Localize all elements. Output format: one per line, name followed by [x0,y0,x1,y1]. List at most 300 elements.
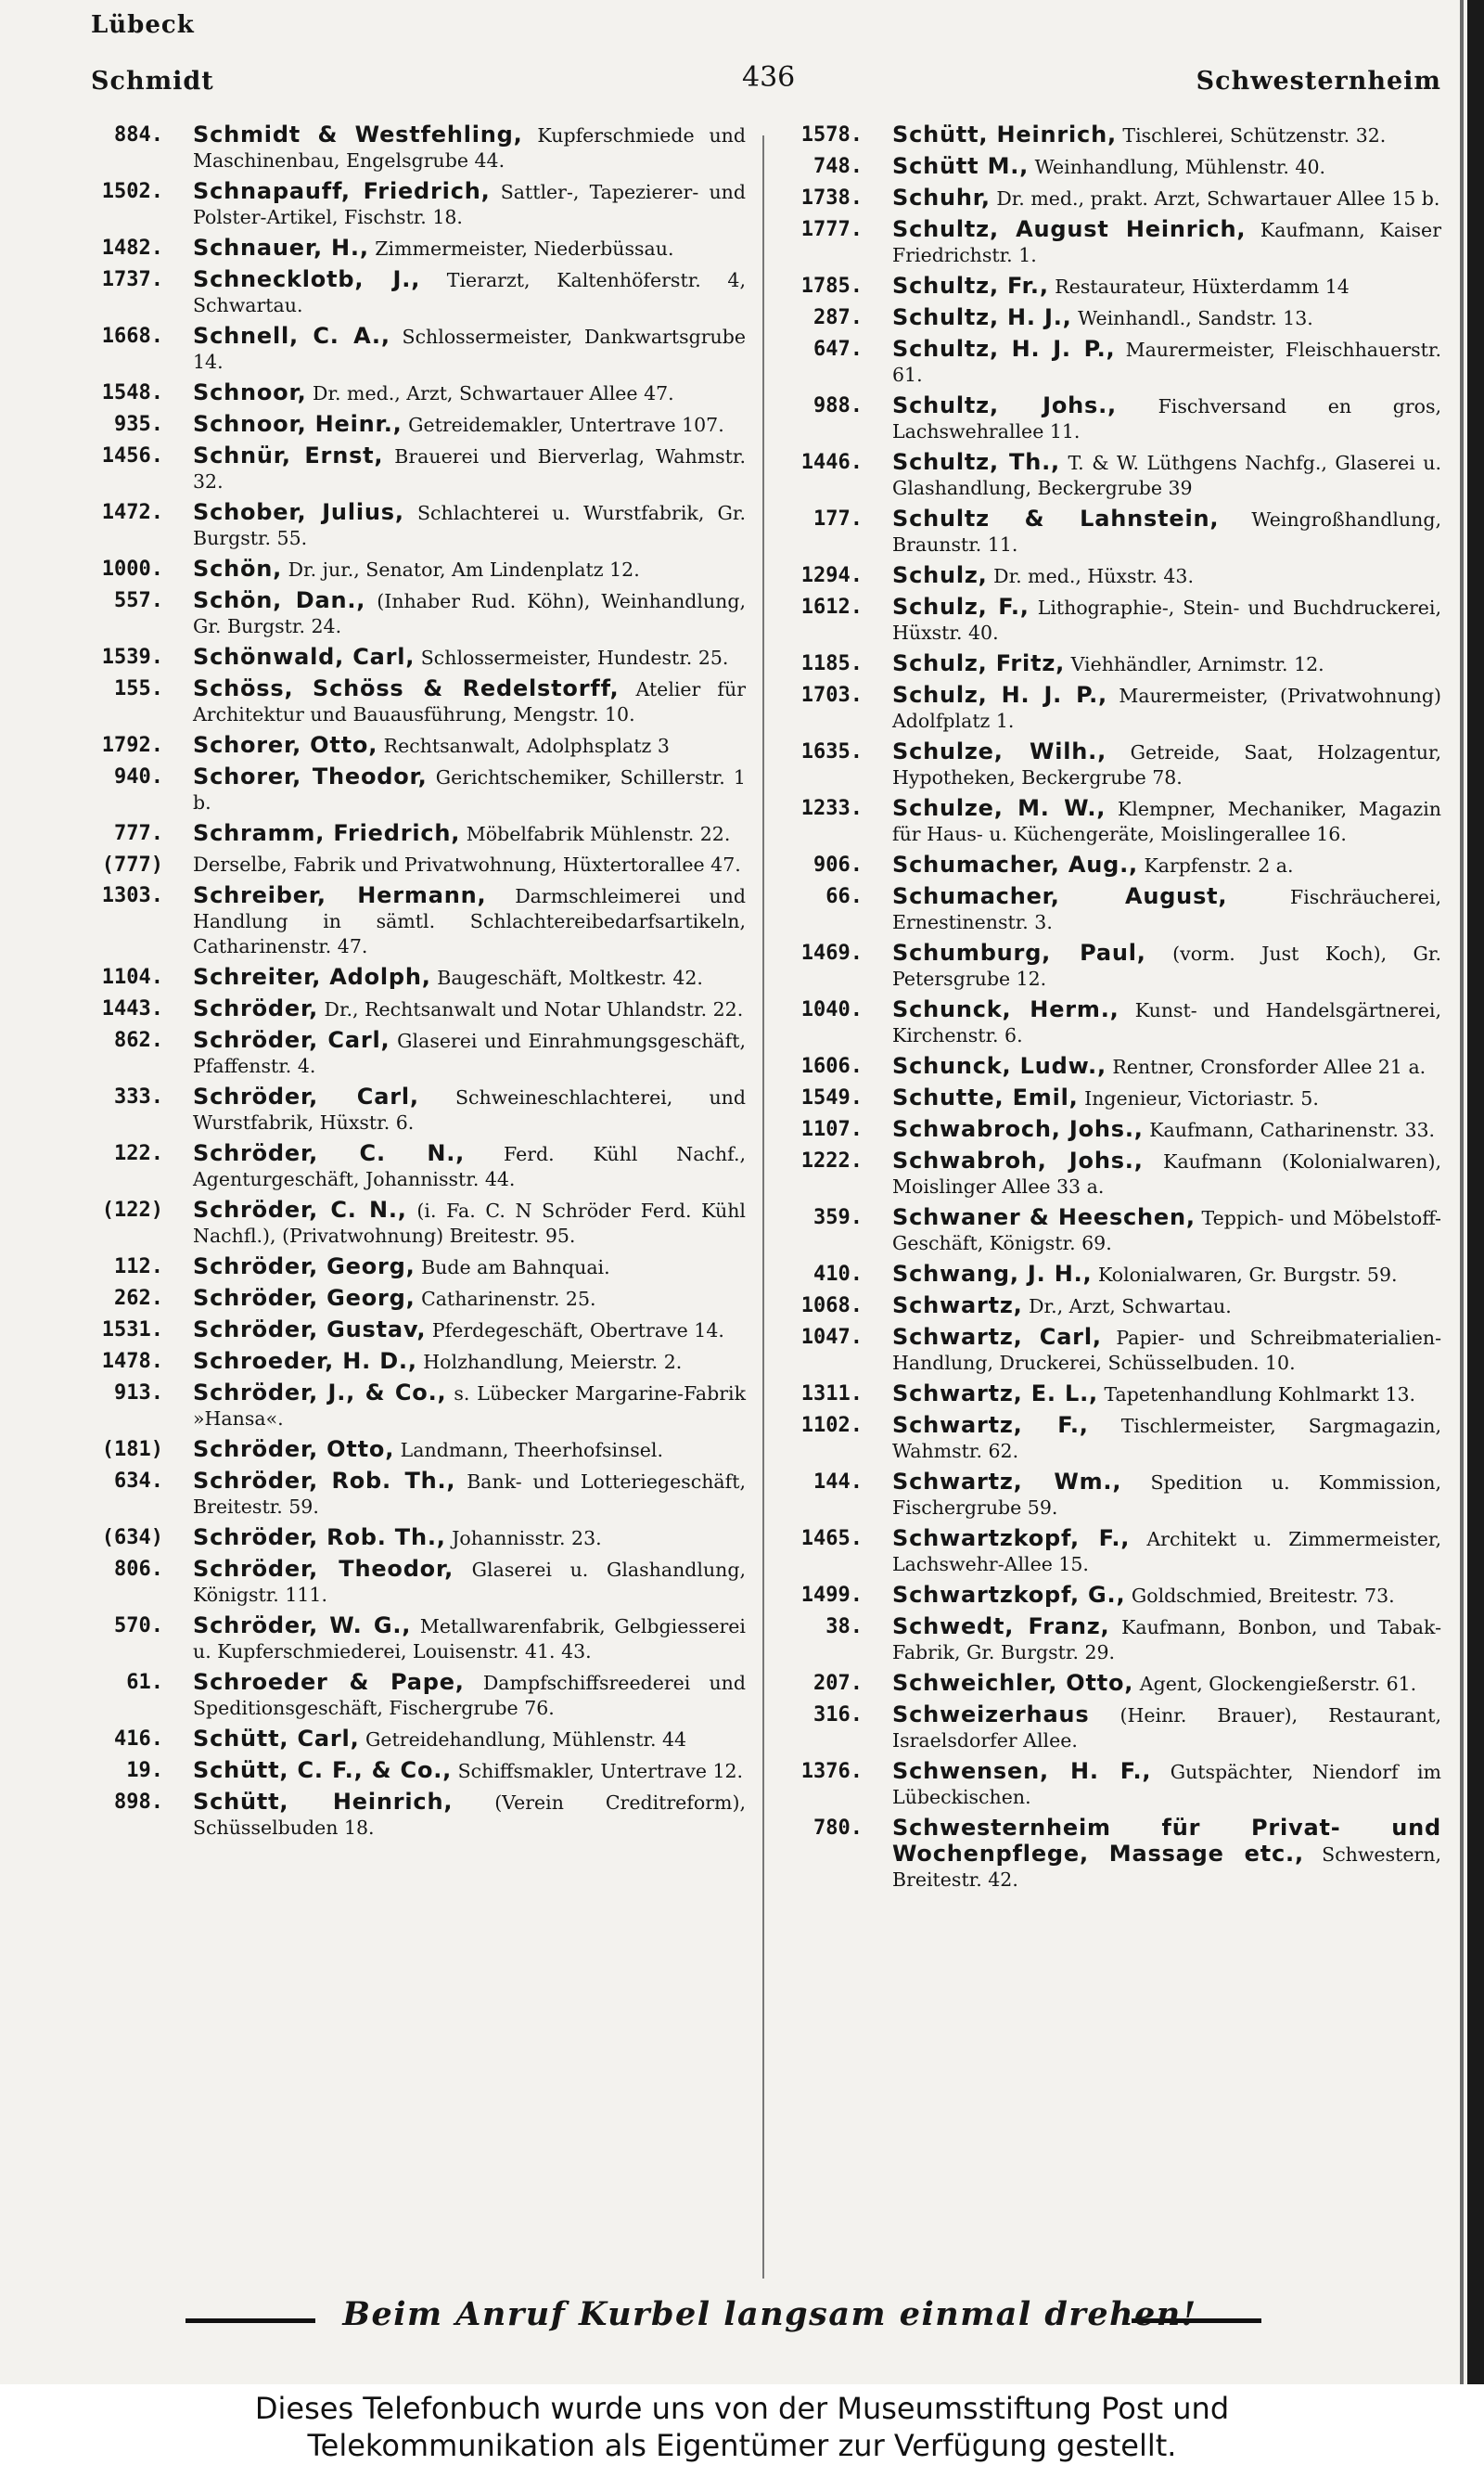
phone-number: 333. [114,1085,163,1109]
subscriber-details: (vorm. Just Koch), Gr. Petersgrube 12. [892,943,1441,990]
subscriber-name: Schober, Julius, [193,499,404,525]
directory-entry [790,595,1441,646]
phone-number: 316. [813,1703,863,1727]
phone-number: 1222. [800,1149,863,1173]
subscriber-name: Schwaner & Heeschen, [892,1204,1196,1230]
subscriber-details: Brauerei und Bierverlag, Wahmstr. 32. [193,445,746,493]
phone-number: 1469. [800,942,863,965]
directory-entry [790,683,1441,734]
subscriber-details: Weinhandlung, Mühlenstr. 40. [1034,156,1326,178]
directory-entry [91,676,746,727]
subscriber-name: Schwartzkopf, F., [892,1525,1131,1551]
subscriber-details: Viehhändler, Arnimstr. 12. [1070,653,1324,675]
phone-number: 884. [114,123,163,147]
subscriber-details: Glaserei u. Glashandlung, Königstr. 111. [193,1559,746,1606]
phone-number: 1606. [800,1055,863,1078]
subscriber-name: Schwartzkopf, G., [892,1582,1126,1608]
directory-entry [790,563,1441,589]
directory-entry [91,443,746,494]
directory-entry [790,305,1441,331]
subscriber-name: Schultz, Th., [892,449,1060,475]
subscriber-details: Getreide, Saat, Holzagentur, Hypotheken, Beckergrube 78. [892,741,1441,789]
phone-number: 780. [813,1817,863,1840]
subscriber-details: Landmann, Theerhofsinsel. [400,1439,663,1461]
phone-number: 777. [114,822,163,845]
directory-entry [91,324,746,375]
subscriber-name: Schröder, C. N., [193,1197,407,1223]
phone-number: 1233. [800,797,863,820]
phone-number: 38. [825,1615,863,1638]
directory-entry [91,1380,746,1431]
phone-number: 913. [114,1381,163,1405]
directory-entry [91,853,746,878]
ownership-notice [0,2384,1484,2465]
phone-number: 1000. [101,558,163,581]
subscriber-name: Schütt, Heinrich, [193,1789,454,1815]
subscriber-name: Schnell, C. A., [193,323,390,349]
subscriber-details: (Inhaber Rud. Köhn), Weinhandlung, Gr. Burgstr. 24. [193,590,746,637]
directory-entry [91,1557,746,1608]
left-column [91,122,746,1846]
phone-number: 177. [813,507,863,531]
subscriber-details: (Heinr. Brauer), Restaurant, Israelsdorfer Allee. [892,1704,1441,1752]
directory-entry [790,853,1441,879]
subscriber-name: Schulz, [892,562,988,588]
subscriber-details: Schlossermeister, Hundestr. 25. [420,647,729,669]
subscriber-details: Teppich- und Möbelstoff-Geschäft, Königstr. 69. [892,1207,1441,1254]
phone-number: 1612. [800,596,863,619]
right-column [790,122,1441,1898]
directory-entry [91,1469,746,1520]
directory-entry [91,1141,746,1192]
phone-number: (181) [101,1438,163,1461]
phone-number: 1040. [800,998,863,1021]
column-divider [762,135,764,2279]
subscriber-name: Schröder, Carl, [193,1084,419,1110]
subscriber-name: Schweizerhaus [892,1701,1090,1727]
subscriber-details: Getreidehandlung, Mühlenstr. 44 [365,1728,687,1751]
directory-entry [91,1317,746,1343]
subscriber-name: Schnapauff, Friedrich, [193,178,491,204]
phone-number: 1502. [101,180,163,203]
directory-entry [91,1085,746,1136]
subscriber-details: Kaufmann, Catharinenstr. 33. [1149,1119,1436,1141]
subscriber-name: Schöss, Schöss & Redelstorff, [193,675,620,701]
phone-number: 1446. [800,451,863,474]
directory-entry [790,1526,1441,1577]
subscriber-name: Schunck, Herm., [892,996,1119,1022]
subscriber-details: (Verein Creditreform), Schüsselbuden 18. [193,1791,746,1839]
subscriber-name: Schnecklotb, J., [193,266,421,292]
directory-entry [790,186,1441,212]
directory-entry [91,236,746,262]
subscriber-name: Schramm, Friedrich, [193,820,461,846]
directory-entry [91,179,746,230]
directory-entry [790,507,1441,558]
directory-entry [790,941,1441,992]
right-keyword: Schwesternheim [1196,67,1441,96]
phone-number: 862. [114,1029,163,1052]
subscriber-details: Kunst- und Handelsgärtnerei, Kirchenstr. 6. [892,999,1441,1046]
phone-number: 1068. [800,1294,863,1317]
subscriber-name: Schröder, Rob. Th., [193,1468,456,1494]
directory-entry [91,1254,746,1280]
directory-entry [91,1727,746,1752]
subscriber-details: Dr. med., Hüxstr. 43. [993,565,1194,587]
subscriber-details: Schwestern, Breitestr. 42. [892,1843,1441,1891]
directory-entry [91,996,746,1022]
subscriber-details: Tierarzt, Kaltenhöferstr. 4, Schwartau. [193,269,746,316]
subscriber-details: Getreidemakler, Untertrave 107. [408,414,724,436]
subscriber-details: Tischlerei, Schützenstr. 32. [1122,124,1387,147]
directory-entry [790,796,1441,847]
subscriber-name: Schröder, Georg, [193,1285,416,1311]
subscriber-details: Weinhandl., Sandstr. 13. [1078,307,1313,329]
phone-number: 287. [813,306,863,329]
subscriber-details: Dr., Rechtsanwalt und Notar Uhlandstr. 22. [324,998,744,1021]
directory-entry [91,1613,746,1664]
subscriber-name: Schwabroch, Johs., [892,1116,1144,1142]
directory-entry [790,1117,1441,1143]
directory-entry [91,1286,746,1312]
subscriber-name: Schultz, August Heinrich, [892,216,1247,242]
subscriber-name: Schroeder, H. D., [193,1348,417,1374]
directory-entry [790,1816,1441,1893]
subscriber-details: Dampfschiffsreederei und Speditionsgeschäft, Fischergrube 76. [193,1672,746,1719]
phone-number: 1472. [101,501,163,524]
phone-number: 61. [126,1671,163,1694]
subscriber-name: Schnoor, Heinr., [193,411,403,437]
directory-entry [91,1790,746,1841]
subscriber-name: Schutte, Emil, [892,1085,1079,1111]
subscriber-details: Dr. med., prakt. Arzt, Schwartauer Allee 15 b. [996,187,1440,210]
directory-entry [790,1293,1441,1319]
phone-number: 144. [813,1470,863,1494]
phone-number: 262. [114,1287,163,1310]
directory-entry [790,1262,1441,1288]
phone-number: (777) [101,854,163,877]
subscriber-name: Schunck, Ludw., [892,1053,1107,1079]
phone-number: 1465. [800,1527,863,1550]
directory-entry [91,1437,746,1463]
phone-number: (634) [101,1526,163,1549]
subscriber-name: Schröder, C. N., [193,1140,466,1166]
subscriber-details: Tapetenhandlung Kohlmarkt 13. [1104,1383,1416,1406]
directory-entry [91,1198,746,1249]
directory-entry [91,733,746,759]
city-heading: Lübeck [91,11,195,39]
subscriber-name: Schröder, Otto, [193,1436,395,1462]
subscriber-name: Schorer, Theodor, [193,764,428,790]
subscriber-details: Bank- und Lotteriegeschäft, Breitestr. 59. [193,1470,746,1518]
phone-number: 570. [114,1614,163,1637]
phone-number: 557. [114,589,163,612]
subscriber-name: Derselbe, [193,854,288,876]
subscriber-details: Spedition u. Kommission, Fischergrube 59. [892,1471,1441,1519]
subscriber-name: Schwartz, [892,1292,1023,1318]
subscriber-name: Schwang, J. H., [892,1261,1093,1287]
phone-number: 1785. [800,275,863,298]
subscriber-details: Schlachterei u. Wurstfabrik, Gr. Burgstr. 55. [193,502,746,549]
subscriber-details: Papier- und Schreibmaterialien-Handlung, Druckerei, Schüsselbuden. 10. [892,1327,1441,1374]
subscriber-details: Sattler-, Tapezierer- und Polster-Artikel, Fischstr. 18. [193,181,746,228]
subscriber-details: Schlossermeister, Dankwartsgrube 14. [193,326,746,373]
phone-number: 988. [813,394,863,417]
subscriber-details: Holzhandlung, Meierstr. 2. [423,1351,683,1373]
subscriber-name: Schulz, Fritz, [892,650,1066,676]
subscriber-name: Schreiber, Hermann, [193,882,487,908]
phone-number: 906. [813,854,863,877]
subscriber-details: Kaufmann, Kaiser Friedrichstr. 1. [892,219,1441,266]
directory-entry [91,1028,746,1079]
phone-number: 1478. [101,1350,163,1373]
subscriber-details: Agent, Glockengießerstr. 61. [1139,1673,1417,1695]
phone-number: (122) [101,1199,163,1222]
phone-number: 1548. [101,381,163,404]
subscriber-details: Rentner, Cronsforder Allee 21 a. [1112,1056,1426,1078]
subscriber-name: Schütt, Heinrich, [892,122,1117,148]
subscriber-details: Glaserei und Einrahmungsgeschäft, Pfaffenstr. 4. [193,1030,746,1077]
phone-number: 1294. [800,564,863,587]
footer-rule-left [186,2318,315,2323]
directory-entry [91,965,746,991]
directory-entry [790,1413,1441,1464]
subscriber-details: Fischräucherei, Ernestinenstr. 3. [892,886,1441,933]
subscriber-details: s. Lübecker Margarine-Fabrik »Hansa«. [193,1382,746,1430]
directory-entry [91,1525,746,1551]
subscriber-name: Schröder, Rob. Th., [193,1524,446,1550]
subscriber-name: Schumacher, August, [892,883,1228,909]
subscriber-name: Schorer, Otto, [193,732,378,758]
directory-entry [790,739,1441,790]
directory-entry [91,645,746,671]
subscriber-details: Goldschmied, Breitestr. 73. [1131,1585,1395,1607]
subscriber-name: Schön, [193,556,283,582]
directory-entry [91,1670,746,1721]
phone-number: 1482. [101,237,163,260]
phone-number: 940. [114,765,163,789]
directory-entry [91,267,746,318]
subscriber-name: Schütt, Carl, [193,1726,360,1752]
subscriber-name: Schwabroh, Johs., [892,1148,1144,1174]
subscriber-details: Schweineschlachterei, und Wurstfabrik, Hüxstr. 6. [193,1086,746,1134]
phone-number: 1376. [800,1760,863,1783]
directory-entry [91,821,746,847]
phone-number: 935. [114,413,163,436]
directory-entry [790,337,1441,388]
phone-number: 1703. [800,684,863,707]
directory-entry [790,1085,1441,1111]
subscriber-details: Catharinenstr. 25. [421,1288,596,1310]
subscriber-name: Schulze, M. W., [892,795,1107,821]
page-number: 436 [742,61,796,94]
subscriber-name: Schnauer, H., [193,235,369,261]
subscriber-details: Maurermeister, (Privatwohnung) Adolfplatz 1. [892,685,1441,732]
subscriber-name: Schön, Dan., [193,587,366,613]
subscriber-name: Schröder, W. G., [193,1612,412,1638]
directory-entry [790,1054,1441,1080]
subscriber-details: Kolonialwaren, Gr. Burgstr. 59. [1097,1264,1398,1286]
subscriber-details: Darmschleimerei und Handlung in sämtl. Schlachtereibedarfsartikeln, Catharinenstr. 47. [193,885,746,957]
directory-entry [91,122,746,173]
phone-number: 1047. [800,1326,863,1349]
subscriber-name: Schröder, [193,995,319,1021]
notice-line-1: Dieses Telefonbuch wurde uns von der Museumsstiftung Post und [254,2391,1230,2426]
phone-number: 207. [813,1672,863,1695]
subscriber-details: Tischlermeister, Sargmagazin, Wahmstr. 62. [892,1415,1441,1462]
subscriber-details: Fischversand en gros, Lachswehrallee 11. [892,395,1441,443]
subscriber-details: Kaufmann, Bonbon, und Tabak-Fabrik, Gr. Burgstr. 29. [892,1616,1441,1663]
subscriber-name: Schönwald, Carl, [193,644,416,670]
phone-number: 1456. [101,444,163,468]
phone-number: 748. [813,155,863,178]
phone-number: 1738. [800,186,863,210]
subscriber-details: T. & W. Lüthgens Nachfg., Glaserei u. Glashandlung, Beckergrube 39 [892,452,1441,499]
subscriber-details: Lithographie-, Stein- und Buchdruckerei, Hüxstr. 40. [892,597,1441,644]
directory-entry [91,764,746,815]
directory-entry [790,1381,1441,1407]
subscriber-details: Kupferschmiede und Maschinenbau, Engelsgrube 44. [193,124,746,172]
page-edge-line [1460,0,1464,2384]
subscriber-details: Dr. med., Arzt, Schwartauer Allee 47. [313,382,674,404]
phone-number: 416. [114,1727,163,1751]
directory-entry [91,557,746,583]
phone-number: 1311. [800,1382,863,1406]
subscriber-details: Schiffsmakler, Untertrave 12. [457,1760,744,1782]
subscriber-name: Schreiter, Adolph, [193,964,431,990]
phone-number: 1777. [800,218,863,241]
notice-line-2: Telekommunikation als Eigentümer zur Verfügung gestellt. [307,2428,1177,2463]
subscriber-name: Schulze, Wilh., [892,738,1107,764]
page-edge-shadow [1467,0,1484,2384]
subscriber-details: Maurermeister, Fleischhauerstr. 61. [892,339,1441,386]
phone-number: 155. [114,677,163,700]
directory-entry [790,1614,1441,1665]
subscriber-name: Schultz & Lahnstein, [892,506,1220,532]
subscriber-name: Schultz, Johs., [892,392,1117,418]
subscriber-name: Schumacher, Aug., [892,852,1138,878]
subscriber-name: Schwedt, Franz, [892,1613,1110,1639]
phone-number: 1549. [800,1086,863,1110]
directory-entry [790,1759,1441,1810]
subscriber-details: Ingenieur, Victoriastr. 5. [1084,1087,1319,1110]
phone-number: 898. [114,1791,163,1814]
subscriber-details: Möbelfabrik Mühlenstr. 22. [466,823,731,845]
phone-number: 1104. [101,966,163,989]
phone-number: 806. [114,1558,163,1581]
subscriber-name: Schnoor, [193,379,307,405]
subscriber-details: Klempner, Mechaniker, Magazin für Haus- u. Küchengeräte, Moislingerallee 16. [892,798,1441,845]
subscriber-details: Restaurateur, Hüxterdamm 14 [1055,276,1350,298]
directory-entry [790,274,1441,300]
directory-entry [91,883,746,959]
footer-slogan: Beim Anruf Kurbel langsam einmal drehen! [342,2295,1197,2333]
directory-entry [790,1583,1441,1609]
directory-entry [790,997,1441,1048]
subscriber-details: Fabrik und Privatwohnung, Hüxtertorallee 47. [293,854,741,876]
subscriber-name: Schultz, H. J., [892,304,1072,330]
directory-entry [790,1671,1441,1697]
directory-entry [790,1205,1441,1256]
directory-entry [790,217,1441,268]
directory-entry [790,1702,1441,1753]
directory-entry [91,500,746,551]
directory-entry [790,154,1441,180]
phone-number: 1303. [101,884,163,907]
directory-entry [790,450,1441,501]
subscriber-name: Schulz, F., [892,594,1030,620]
subscriber-details: Dr., Arzt, Schwartau. [1029,1295,1232,1317]
subscriber-name: Schweichler, Otto, [892,1670,1134,1696]
subscriber-name: Schütt M., [892,153,1030,179]
phone-number: 410. [813,1263,863,1286]
subscriber-name: Schröder, Theodor, [193,1556,454,1582]
phone-number: 1531. [101,1318,163,1342]
phone-number: 1102. [800,1414,863,1437]
subscriber-name: Schroeder & Pape, [193,1669,465,1695]
directory-entry [790,884,1441,935]
subscriber-name: Schultz, H. J. P., [892,336,1116,362]
subscriber-details: Pferdegeschäft, Obertrave 14. [431,1319,724,1342]
subscriber-details: Zimmermeister, Niederbüssau. [375,238,674,260]
subscriber-name: Schröder, Carl, [193,1027,390,1053]
directory-entry [790,651,1441,677]
phone-number: 1737. [101,268,163,291]
subscriber-name: Schwartz, Carl, [892,1324,1102,1350]
subscriber-name: Schulz, H. J. P., [892,682,1107,708]
subscriber-details: Johannisstr. 23. [452,1527,602,1549]
subscriber-details: Architekt u. Zimmermeister, Lachswehr-Allee 15. [892,1528,1441,1575]
subscriber-name: Schröder, Georg, [193,1253,416,1279]
directory-entry [790,393,1441,444]
phone-number: 359. [813,1206,863,1229]
subscriber-details: Metallwarenfabrik, Gelbgiesserei u. Kupferschmiederei, Louisenstr. 41. 43. [193,1615,746,1663]
phone-number: 634. [114,1470,163,1493]
directory-entry [790,1325,1441,1376]
subscriber-details: Gutspächter, Niendorf im Lübeckischen. [892,1761,1441,1808]
directory-entry [790,1149,1441,1200]
phone-number: 1635. [800,740,863,764]
subscriber-name: Schröder, J., & Co., [193,1380,447,1406]
phone-number: 19. [126,1759,163,1782]
subscriber-name: Schwensen, H. F., [892,1758,1152,1784]
subscriber-name: Schnür, Ernst, [193,443,384,469]
subscriber-details: (i. Fa. C. N Schröder Ferd. Kühl Nachfl.), (Privatwohnung) Breitestr. 95. [193,1200,746,1247]
subscriber-name: Schütt, C. F., & Co., [193,1757,453,1783]
subscriber-details: Baugeschäft, Moltkestr. 42. [437,967,703,989]
subscriber-name: Schwartz, E. L., [892,1380,1098,1406]
subscriber-details: Karpfenstr. 2 a. [1144,854,1294,877]
subscriber-name: Schumburg, Paul, [892,940,1146,966]
phone-number: 1443. [101,997,163,1021]
subscriber-details: Atelier für Architektur und Bauausführung, Mengstr. 10. [193,678,746,725]
subscriber-name: Schwartz, Wm., [892,1469,1122,1495]
directory-entry [91,588,746,639]
subscriber-details: Ferd. Kühl Nachf., Agenturgeschäft, Johannisstr. 44. [193,1143,746,1190]
subscriber-name: Schröder, Gustav, [193,1316,427,1342]
subscriber-details: Bude am Bahnquai. [421,1256,610,1278]
phone-number: 1499. [800,1584,863,1607]
directory-entry [790,1470,1441,1521]
subscriber-name: Schmidt & Westfehling, [193,122,523,148]
phone-number: 122. [114,1142,163,1165]
phone-number: 1668. [101,325,163,348]
phone-number: 1539. [101,646,163,669]
subscriber-name: Schuhr, [892,185,991,211]
subscriber-details: Gerichtschemiker, Schillerstr. 1 b. [193,766,746,814]
phone-number: 66. [825,885,863,908]
directory-entry [790,122,1441,148]
